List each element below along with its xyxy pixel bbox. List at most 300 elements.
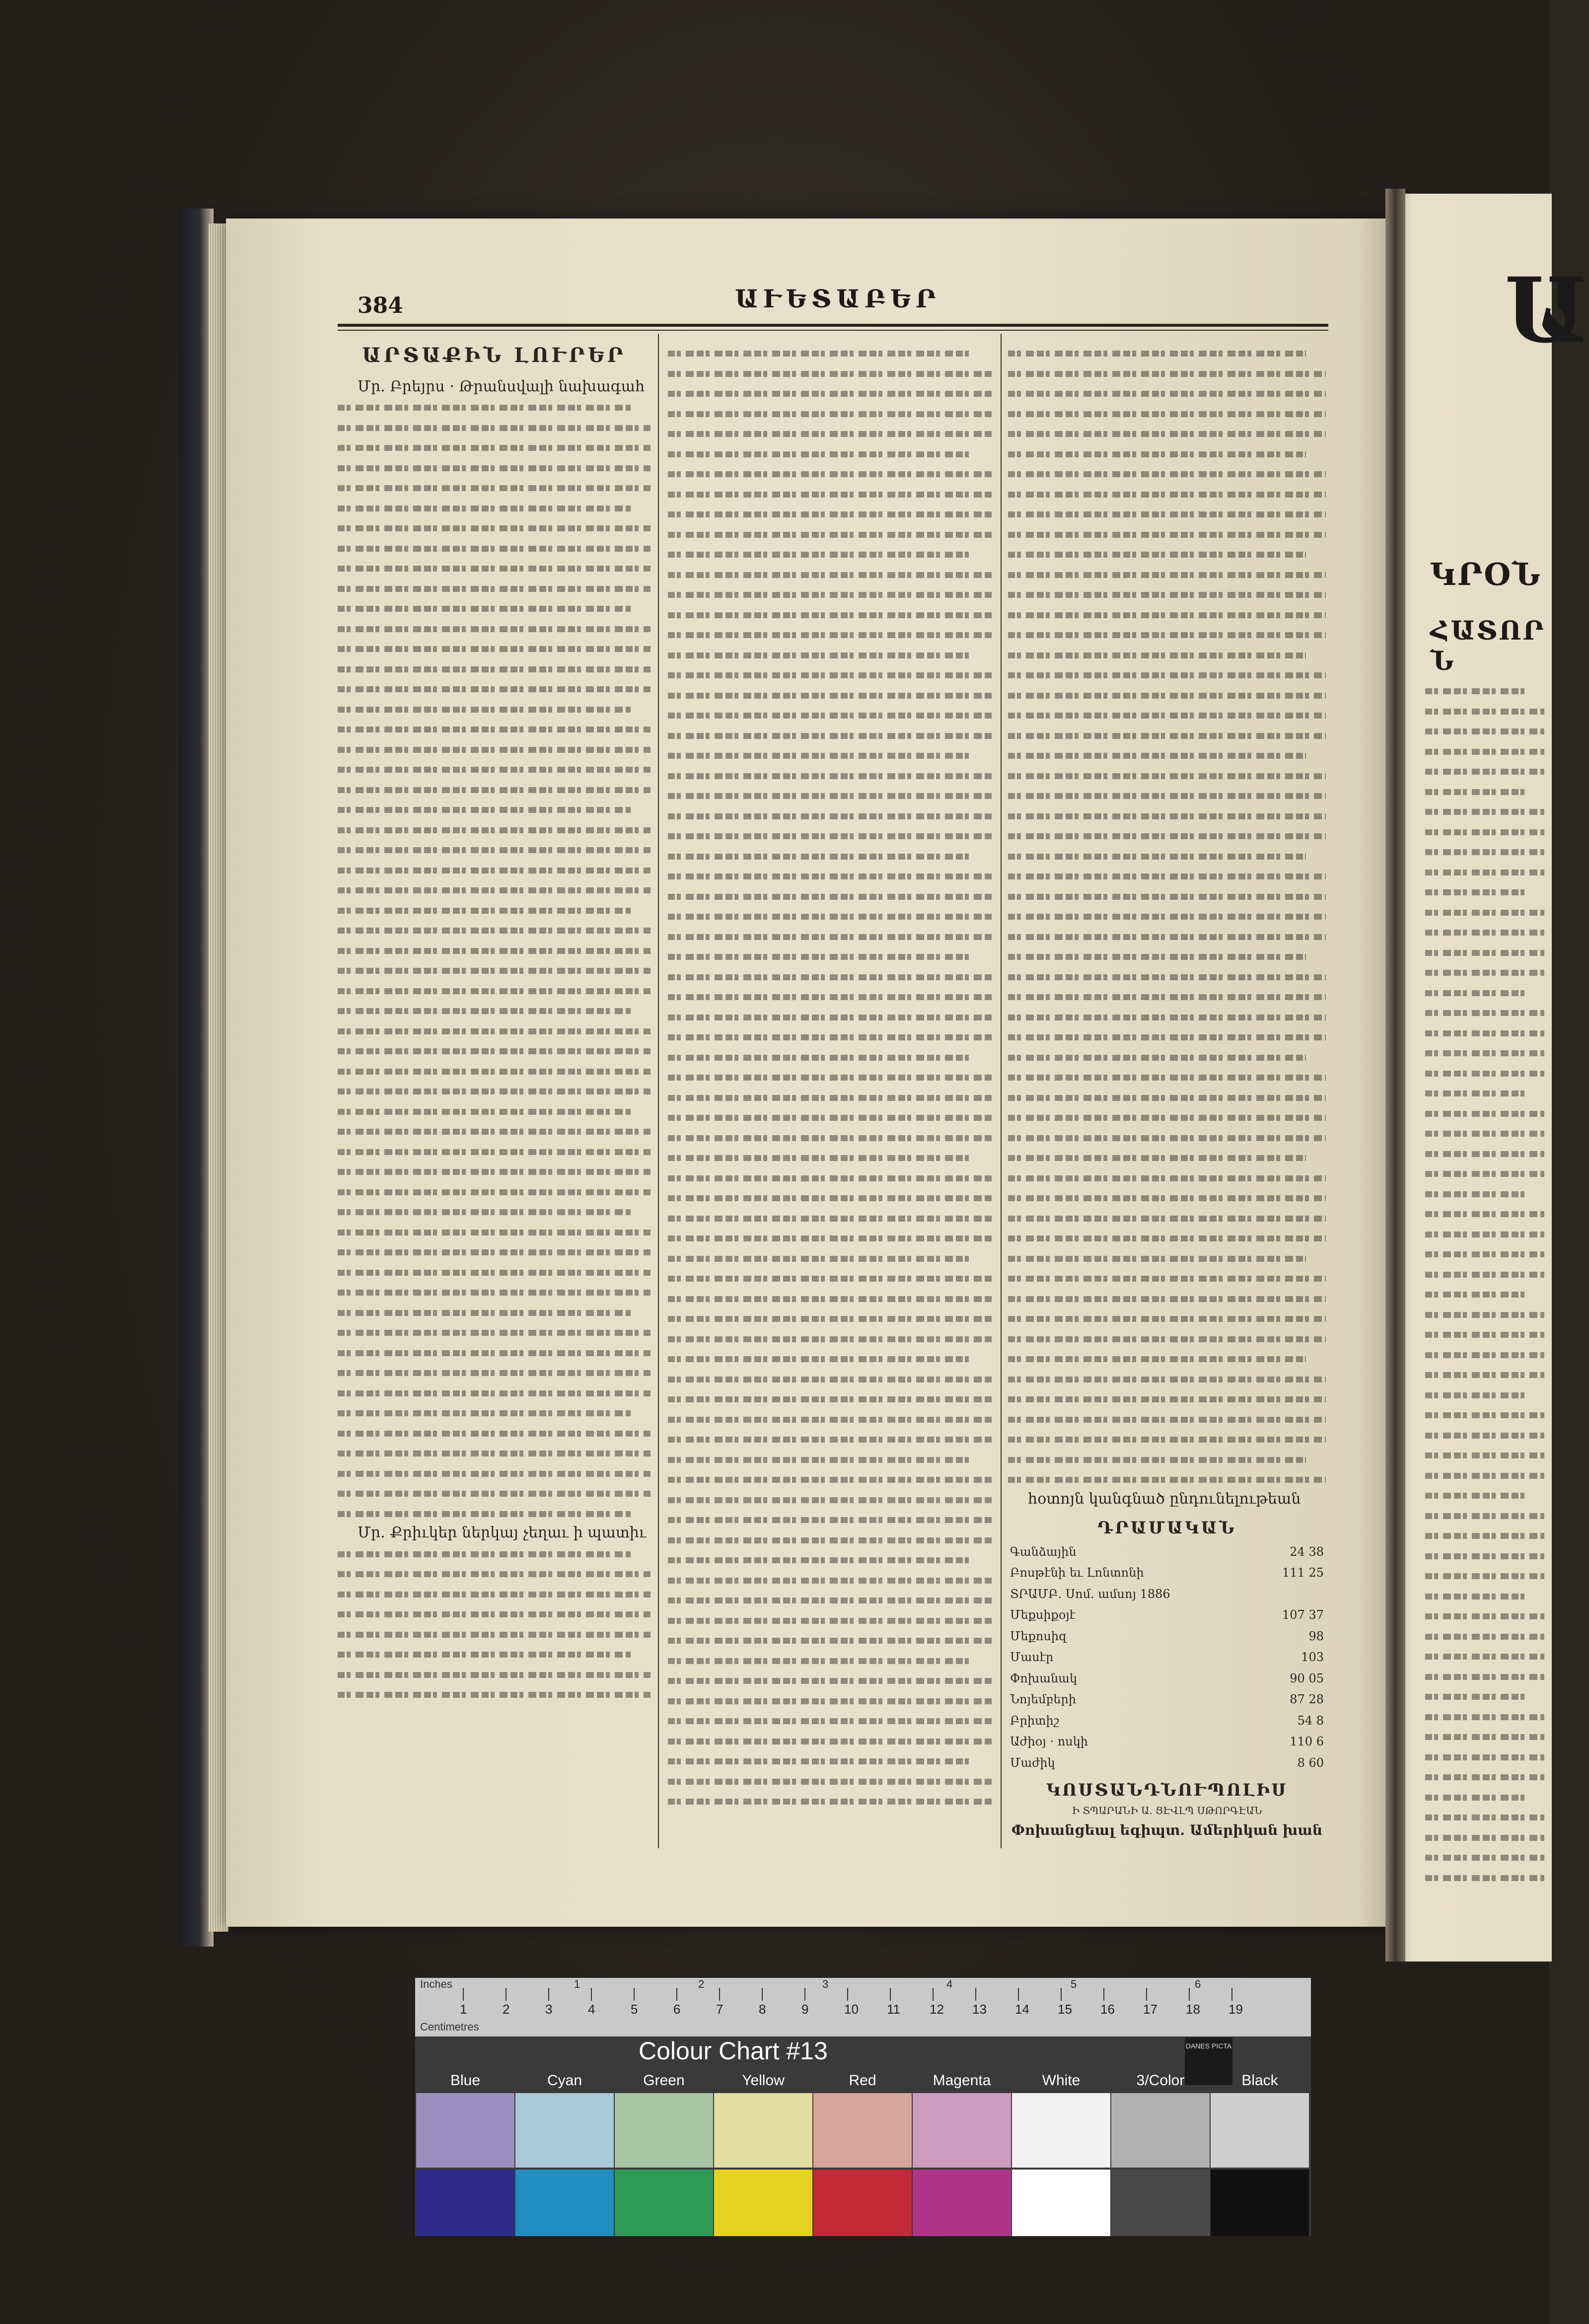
text-line (668, 1610, 993, 1630)
text-line (338, 397, 631, 417)
exchange-label: Փոխանակ (1010, 1671, 1078, 1685)
ruler-number: 2 (503, 2002, 510, 2017)
text-line (668, 705, 993, 725)
text-line (338, 960, 650, 980)
text-line (1425, 781, 1524, 801)
text-line (338, 1020, 650, 1041)
text-line (1008, 1208, 1326, 1228)
swatch-dark (515, 2170, 614, 2236)
ruler-tick (1018, 1988, 1019, 2001)
text-line (668, 504, 993, 524)
text-line (1008, 725, 1326, 745)
text-line (1008, 584, 1326, 604)
text-line (1425, 1284, 1524, 1304)
text-line (1425, 1766, 1544, 1787)
text-line (668, 886, 993, 906)
exchange-label: Աժիօյ · ոսկի (1010, 1735, 1088, 1748)
ruler-number: 8 (759, 2002, 766, 2017)
text-line (338, 1624, 650, 1644)
inch-number: 3 (822, 1978, 829, 1990)
text-line (668, 1388, 993, 1409)
text-line (668, 624, 993, 645)
text-line (1425, 1706, 1544, 1727)
text-line (1008, 906, 1326, 926)
text-line (1425, 1324, 1544, 1344)
text-line (668, 1187, 993, 1208)
text-line (1008, 1429, 1326, 1449)
text-line (1425, 1605, 1544, 1626)
text-line (1008, 645, 1306, 665)
swatch-label: Yellow (742, 2072, 785, 2089)
text-line (668, 986, 993, 1007)
header-rule-thin (338, 330, 1328, 331)
text-line (1008, 986, 1326, 1007)
exchange-value (1257, 1584, 1326, 1605)
text-line (338, 1443, 650, 1463)
text-line (1008, 604, 1326, 625)
inch-number: 6 (1195, 1978, 1201, 1990)
text-line (668, 1630, 993, 1650)
swatch-label: Black (1241, 2072, 1278, 2089)
section-title: ԱՐՏԱՔԻՆ ԼՈՒՐԵՐ (362, 344, 626, 367)
ruler-tick (1189, 1988, 1190, 2001)
text-line (1008, 1087, 1326, 1107)
exchange-value: 98 (1308, 1629, 1324, 1643)
swatch-label: White (1042, 2072, 1081, 2089)
text-line (668, 1026, 993, 1047)
exchange-label: Բոսթէնի եւ Լոնտոնի (1010, 1566, 1144, 1580)
exchange-row (1008, 1562, 1326, 1584)
text-line (1008, 1067, 1326, 1087)
text-line (338, 1423, 650, 1443)
text-line (1425, 881, 1524, 902)
inch-number: 5 (1071, 1978, 1077, 1990)
text-line (668, 1690, 993, 1711)
swatch-light (615, 2093, 713, 2168)
text-line (1008, 1147, 1306, 1167)
page-stack (209, 223, 228, 1932)
exchange-value: 54 8 (1297, 1713, 1324, 1728)
text-line (668, 544, 973, 564)
text-line (668, 926, 993, 946)
text-line (668, 1670, 993, 1690)
text-line (1008, 1268, 1326, 1288)
text-line (1425, 1746, 1544, 1767)
text-line (668, 423, 993, 443)
ruler-number: 7 (716, 2002, 723, 2017)
text-line (338, 1101, 631, 1121)
text-line (668, 564, 993, 584)
exchange-row (1008, 1584, 1326, 1605)
text-lines (338, 1543, 650, 1704)
text-line (338, 678, 650, 699)
text-line (1008, 624, 1326, 645)
text-line (338, 1584, 650, 1604)
ruler-tick (1231, 1988, 1232, 2001)
ruler-number: 16 (1100, 2002, 1115, 2017)
text-line (668, 1288, 993, 1308)
text-line (1008, 1388, 1326, 1409)
text-line (1425, 1445, 1544, 1465)
printer-line: Ի ՏՊԱՐԱՆԻ Ա. ՑԷՎԼՊ ՍԹՈՐԳԷԱՆ (1072, 1804, 1262, 1816)
swatch-light (416, 2093, 514, 2168)
text-line (1425, 1565, 1544, 1586)
text-line (338, 417, 650, 437)
text-line (1425, 982, 1524, 1003)
swatch-label: 3/Color (1136, 2072, 1185, 2089)
text-line (338, 739, 650, 759)
swatch-dark (1012, 2170, 1110, 2236)
text-line (1008, 705, 1326, 725)
text-line (668, 1167, 993, 1188)
text-line (1425, 1103, 1544, 1123)
text-line (338, 1141, 650, 1162)
text-line (1008, 1167, 1326, 1188)
text-line (1425, 1143, 1544, 1163)
swatch-label: Red (849, 2072, 876, 2089)
ruler-number: 5 (631, 2002, 638, 2017)
text-line (1008, 564, 1326, 584)
text-line (1008, 1348, 1306, 1369)
text-line (1425, 1002, 1544, 1022)
text-line (668, 725, 993, 745)
column-1 (338, 343, 650, 1704)
text-line (338, 860, 650, 880)
text-line (338, 1543, 631, 1564)
text-line (1008, 825, 1326, 846)
text-line (1008, 685, 1326, 705)
ruler-number: 19 (1228, 2002, 1243, 2017)
text-line (1425, 1203, 1544, 1224)
text-line (338, 1362, 650, 1382)
exchange-table (1008, 1541, 1326, 1774)
text-line (338, 558, 650, 578)
text-line (668, 866, 993, 886)
exchange-row (1008, 1710, 1326, 1732)
ruler (415, 1978, 1325, 2036)
text-line (668, 1791, 993, 1811)
text-line (668, 645, 973, 665)
text-line (338, 1262, 650, 1282)
text-line (1425, 1827, 1544, 1847)
text-line (668, 584, 993, 604)
swatch-dark (416, 2170, 514, 2236)
text-line (1008, 524, 1326, 544)
text-line (1425, 1545, 1544, 1566)
text-line (338, 1181, 650, 1202)
inch-number: 7 (1319, 1978, 1325, 1990)
text-line (338, 900, 631, 920)
exchange-title: ԴՐԱՄԱԿԱՆ (1097, 1518, 1236, 1538)
text-line (338, 1121, 650, 1141)
text-line (338, 1302, 631, 1322)
colour-chart (415, 1978, 1325, 2236)
swatch-light (813, 2093, 912, 2168)
exchange-row (1008, 1647, 1326, 1668)
text-line (1425, 1807, 1544, 1827)
exchange-value: 87 28 (1290, 1692, 1324, 1706)
text-line (1008, 926, 1326, 946)
text-line (1425, 1384, 1524, 1405)
ruler-number: 4 (588, 2002, 595, 2017)
text-line (668, 1248, 973, 1268)
column-3 (1008, 343, 1326, 1841)
text-line (668, 1549, 973, 1570)
swatch-dark (813, 2170, 912, 2236)
text-line (338, 498, 631, 518)
column-divider (1001, 334, 1002, 1848)
text-lines (338, 397, 650, 1523)
text-line (668, 1650, 973, 1670)
text-line (338, 1282, 650, 1302)
text-line (1008, 443, 1306, 464)
swatch-light (714, 2093, 812, 2168)
text-line (1008, 363, 1326, 383)
text-lines (1425, 680, 1544, 1887)
text-line (668, 1308, 993, 1328)
text-line (1425, 1364, 1544, 1384)
ruler-tick (804, 1988, 805, 2001)
text-line (1425, 1042, 1544, 1063)
ruler-tick (847, 1988, 848, 2001)
text-line (1425, 1264, 1544, 1284)
text-line (668, 685, 993, 705)
right-page-heading: ԿՐՕՆ (1430, 556, 1542, 592)
text-line (1008, 544, 1306, 564)
inch-number: 4 (946, 1978, 953, 1990)
text-line (338, 1081, 650, 1101)
text-line (338, 699, 631, 719)
text-line (1425, 1123, 1544, 1143)
text-line (338, 1201, 631, 1222)
text-line (668, 1328, 993, 1349)
text-line (1008, 403, 1326, 424)
text-line (338, 799, 631, 819)
ruler-number: 1 (460, 2002, 467, 2017)
swatch-light (1012, 2093, 1110, 2168)
text-line (668, 524, 993, 544)
text-line (668, 1590, 993, 1610)
text-line (1008, 1308, 1326, 1328)
text-line (668, 604, 993, 625)
text-line (1425, 1646, 1544, 1666)
exchange-value: 24 38 (1290, 1544, 1324, 1559)
ruler-tick (634, 1988, 635, 2001)
swatch-light (913, 2093, 1011, 2168)
text-line (338, 759, 650, 779)
text-line (668, 363, 993, 383)
exchange-label: ՏՐԱՄԲ. Սոմ. ամսոյ 1886 (1010, 1587, 1170, 1601)
text-line (338, 1664, 650, 1684)
exchange-label: Մասէր (1010, 1650, 1054, 1664)
masthead: ԱՒԵՏԱԲԵՐ (735, 284, 941, 313)
text-line (338, 658, 650, 679)
chart-title: Colour Chart #13 (639, 2037, 828, 2065)
ruler-tick (890, 1988, 891, 2001)
text-line (668, 1409, 993, 1429)
swatch-dark (1211, 2170, 1309, 2236)
text-line (1425, 1425, 1544, 1445)
text-line (1425, 841, 1544, 862)
exchange-row (1008, 1541, 1326, 1563)
text-line (1425, 1505, 1544, 1525)
text-line (1425, 1022, 1544, 1043)
text-line (1425, 1867, 1544, 1888)
ruler-tick (719, 1988, 720, 2001)
text-line (1425, 701, 1544, 721)
ruler-number: 6 (673, 2002, 681, 2017)
ruler-number: 10 (844, 2002, 859, 2017)
text-line (668, 1489, 993, 1510)
text-line (1425, 922, 1544, 942)
text-line (668, 1228, 993, 1248)
text-line (338, 1402, 631, 1423)
text-line (1425, 1404, 1544, 1425)
text-line (668, 463, 993, 484)
text-line (1008, 463, 1326, 484)
danes-picta-logo: DANES PICTA (1185, 2037, 1232, 2085)
exchange-value: 107 37 (1282, 1608, 1324, 1622)
text-line (1425, 1344, 1544, 1365)
swatch-label: Blue (450, 2072, 481, 2089)
ruler-number: 14 (1015, 2002, 1029, 2017)
text-line (668, 966, 993, 987)
swatch-light (1111, 2093, 1210, 2168)
column-2 (668, 343, 993, 1811)
text-line (1008, 1288, 1326, 1308)
text-line (668, 1007, 993, 1027)
text-line (668, 825, 993, 846)
text-lines (1008, 343, 1326, 1489)
text-line (668, 1731, 993, 1751)
text-line (1008, 805, 1326, 826)
text-line (338, 980, 650, 1001)
ruler-number: 17 (1143, 2002, 1157, 2017)
text-line (1425, 1525, 1544, 1545)
ruler-tick (463, 1988, 464, 2001)
text-line (668, 403, 993, 424)
text-line (1425, 761, 1544, 781)
text-line (1425, 1183, 1524, 1204)
right-page-text (1425, 680, 1544, 1887)
page-number: 384 (358, 293, 403, 318)
inch-number: 1 (574, 1978, 580, 1990)
text-line (1425, 1224, 1544, 1244)
text-line (338, 618, 650, 639)
text-line (1008, 1026, 1326, 1047)
text-line (668, 1529, 993, 1550)
text-line (1425, 801, 1544, 821)
text-line (668, 1710, 993, 1731)
exchange-row (1008, 1668, 1326, 1689)
text-line (338, 1342, 650, 1363)
text-line (338, 477, 650, 498)
text-line (338, 598, 631, 618)
exchange-value: 90 05 (1290, 1671, 1324, 1685)
text-line (1425, 1083, 1524, 1103)
text-line (338, 1503, 631, 1524)
text-line (668, 1750, 973, 1771)
text-line (338, 1644, 631, 1664)
exchange-value: 110 6 (1290, 1735, 1324, 1748)
text-line (1008, 745, 1306, 765)
text-line (668, 785, 993, 805)
text-line (1008, 1369, 1326, 1389)
text-line (338, 1382, 650, 1403)
text-line (1008, 785, 1326, 805)
text-line (1008, 504, 1326, 524)
text-line (1008, 484, 1326, 504)
text-line (1008, 1187, 1326, 1208)
swatch-dark (615, 2170, 713, 2236)
ruler-tick (548, 1988, 549, 2001)
text-line (338, 578, 650, 598)
ruler-number: 11 (887, 2002, 900, 2017)
text-line (1425, 721, 1544, 741)
text-line (668, 1570, 993, 1590)
text-line (1008, 383, 1326, 403)
text-line (1008, 664, 1326, 685)
text-line (338, 457, 650, 478)
text-line (1425, 741, 1544, 761)
exchange-value: 8 60 (1297, 1755, 1324, 1770)
paragraph-closing: Մր. Քրիւկեր ներկայ չեղաւ ի պատիւ (358, 1524, 647, 1541)
ruler-tick (591, 1988, 592, 2001)
text-line (668, 484, 993, 504)
text-line (338, 1563, 650, 1584)
text-line (338, 1000, 631, 1020)
text-line (668, 1429, 993, 1449)
printer-name: ԿՈՍՏԱՆԴՆՈՒՊՈԼԻՍ (1046, 1780, 1288, 1800)
text-line (1425, 1063, 1544, 1083)
text-line (668, 443, 973, 464)
swatch-label: Cyan (547, 2072, 582, 2089)
paragraph-opening: Մր. Բրեյրս · Թրանսվալի նախագահ (358, 377, 645, 395)
text-line (338, 1061, 650, 1081)
text-line (1425, 862, 1544, 882)
text-line (338, 638, 650, 658)
text-line (1425, 1626, 1544, 1646)
text-line (1425, 1686, 1524, 1706)
text-line (338, 1222, 650, 1242)
text-line (338, 1463, 650, 1483)
text-line (338, 1684, 650, 1704)
text-line (1008, 866, 1326, 886)
text-line (1008, 1449, 1306, 1469)
text-line (1425, 680, 1524, 701)
text-line (338, 1322, 650, 1342)
text-line (1425, 1726, 1544, 1746)
text-line (668, 805, 993, 826)
text-line (668, 1107, 993, 1127)
swatch-light (1211, 2093, 1309, 2168)
text-line (1425, 821, 1544, 842)
ruler-tick (975, 1988, 976, 2001)
text-line (1425, 1586, 1524, 1606)
text-line (338, 1040, 650, 1061)
text-line (1008, 1228, 1326, 1248)
book-gutter (1385, 189, 1405, 1961)
text-line (668, 383, 993, 403)
text-line (338, 1603, 650, 1624)
exchange-value: 111 25 (1282, 1566, 1324, 1580)
swatch-label: Green (643, 2072, 685, 2089)
text-line (1425, 942, 1544, 962)
ruler-number: 3 (545, 2002, 553, 2017)
text-line (338, 819, 650, 840)
centimetres-label: Centimetres (420, 2021, 479, 2033)
text-line (1425, 962, 1544, 982)
